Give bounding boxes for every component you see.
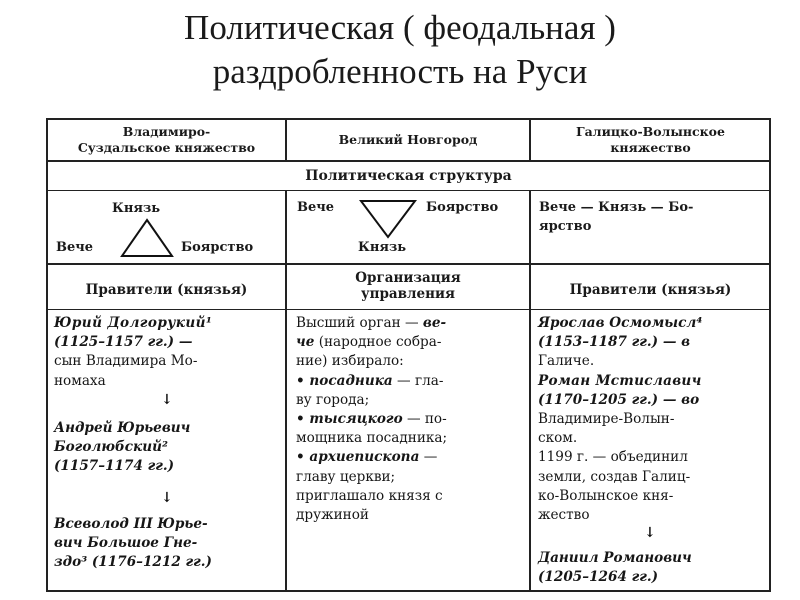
novgorod-boyars-label: Боярство [426, 200, 499, 215]
page-title [0, 6, 800, 94]
galich-structure-line2: ярство [539, 219, 592, 234]
vladimir-prince-label: Князь [112, 201, 161, 216]
header-divider [47, 160, 770, 162]
gov-line-4 [296, 372, 526, 391]
gov-posadnik: посадника [309, 372, 393, 389]
ruler-vsevolod-name-2: вич Большое Гне- [54, 535, 198, 552]
col3-rulers-2 [538, 549, 766, 587]
structure-heading-divider [47, 190, 770, 191]
ruler-roman-place-2: ском. [538, 430, 578, 447]
header-col1-line1: Владимиро- [122, 124, 211, 139]
header-col1-line2: Суздальское княжество [77, 140, 256, 155]
arrow-down-icon: ↓ [644, 525, 656, 541]
ruler-roman: Роман Мстиславич [538, 372, 702, 389]
gov-line-8 [296, 448, 526, 467]
gov-line-3: ние) избирало: [296, 353, 404, 370]
event-1199-line-2: земли, создав Галиц- [538, 468, 691, 485]
ruler-yaroslav-years [538, 333, 766, 352]
arrow-down-icon: ↓ [161, 392, 173, 408]
ruler-vsevolod-name-3: здо³ (1176–1212 гг.) [54, 554, 212, 571]
gov-line-4c: — гла- [392, 372, 444, 389]
header-novgorod [288, 132, 528, 148]
ruler-yaroslav-osmomysl: Ярослав Осмомысл⁴ [538, 315, 703, 331]
gov-line-6c: — по- [402, 411, 447, 428]
novgorod-veche-label: Вече [297, 200, 335, 215]
ruler-roman-years [538, 391, 766, 410]
gov-veche-1: ве- [422, 315, 447, 331]
event-1199-line-3: ко-Волынское кня- [538, 487, 674, 504]
ruler-yaroslav-place: Галиче. [538, 353, 595, 370]
organization-heading [288, 270, 528, 302]
col1-rulers-1 [54, 314, 282, 391]
header-col3-line2: княжество [610, 140, 691, 155]
gov-line-7: мощника посадника; [296, 430, 448, 447]
ruler-yuri-desc-2: номаха [54, 372, 106, 389]
header-galicia-volhynia [532, 124, 769, 156]
header-vladimir-suzdal [49, 124, 284, 156]
ruler-roman-place-1: Владимире-Волын- [538, 411, 675, 428]
col-divider-2 [529, 119, 531, 161]
structure-divider [47, 263, 770, 265]
gov-line-10: приглашало князя с [296, 487, 443, 504]
political-structure-heading: Политическая структура [305, 168, 512, 184]
col3-rulers-1 [538, 314, 766, 525]
title-line-1: Политическая ( феодальная ) [184, 8, 616, 47]
section-header-divider-col2 [287, 309, 529, 310]
bullet-icon: • [296, 449, 310, 466]
ruler-yaroslav-years-text: (1153–1187 гг.) — в [538, 334, 691, 351]
rulers-heading-col3: Правители (князья) [569, 282, 732, 298]
ruler-andrei-name-2: Боголюбский² [54, 439, 168, 456]
arrow-down-icon: ↓ [161, 490, 173, 506]
col-divider-1 [285, 119, 287, 161]
ruler-andrei-years: (1157–1174 гг.) [54, 458, 175, 475]
title-line-2: раздробленность на Руси [212, 52, 588, 91]
col-divider-1-lower [285, 190, 287, 591]
col2-governance [296, 314, 526, 525]
col-divider-2-lower [529, 190, 531, 591]
ruler-andrei-name-1: Андрей Юрьевич [54, 420, 191, 436]
gov-line-1 [296, 314, 526, 333]
organization-heading-line1: Организация [355, 270, 461, 286]
col1-rulers-3 [54, 515, 282, 573]
ruler-daniil-years: (1205–1264 гг.) [538, 569, 659, 586]
gov-line-9: главу церкви; [296, 468, 396, 485]
col1-rulers-2 [54, 419, 282, 477]
bullet-icon: • [296, 372, 310, 389]
section-header-divider-col3 [531, 309, 770, 310]
ruler-yuri-years: (1125–1157 гг.) — [54, 334, 193, 351]
header-col3-line1: Галицко-Волынское [576, 124, 725, 139]
ruler-yuri-desc-1: сын Владимира Мо- [54, 353, 198, 370]
ruler-vsevolod-name-1: Всеволод III Юрье- [54, 516, 208, 532]
novgorod-prince-label: Князь [358, 240, 407, 255]
header-col2: Великий Новгород [338, 132, 478, 147]
section-header-divider-col1 [47, 309, 285, 310]
vladimir-boyars-label: Боярство [181, 240, 254, 255]
triangle-up-icon [120, 218, 174, 258]
galich-structure-line1: Вече — Князь — Бо- [539, 200, 694, 215]
rulers-heading-col1: Правители (князья) [85, 282, 248, 298]
ruler-roman-years-text: (1170–1205 гг.) — во [538, 391, 700, 408]
gov-tysyatsky: тысяцкого [309, 411, 403, 428]
gov-line-8c: — [419, 449, 438, 466]
ruler-daniil: Даниил Романович [538, 550, 692, 566]
gov-line-1a: Высший орган — [296, 315, 423, 331]
event-1199-line-1: 1199 г. — объединил [538, 449, 688, 466]
triangle-down-icon [359, 199, 417, 239]
gov-veche-2: че [296, 334, 315, 351]
gov-line-6 [296, 410, 526, 429]
vladimir-veche-label: Вече [56, 240, 94, 255]
gov-line-2 [296, 333, 526, 352]
gov-line-5: ву города; [296, 391, 370, 408]
event-1199-line-4: жество [538, 507, 590, 524]
gov-archbishop: архиепископа [309, 449, 420, 466]
organization-heading-line2: управления [360, 286, 456, 302]
bullet-icon: • [296, 411, 310, 428]
ruler-yuri-dolgoruky: Юрий Долгорукий¹ [54, 315, 213, 331]
gov-line-11: дружиной [296, 507, 369, 524]
gov-line-2b: (народное собра- [314, 334, 442, 351]
